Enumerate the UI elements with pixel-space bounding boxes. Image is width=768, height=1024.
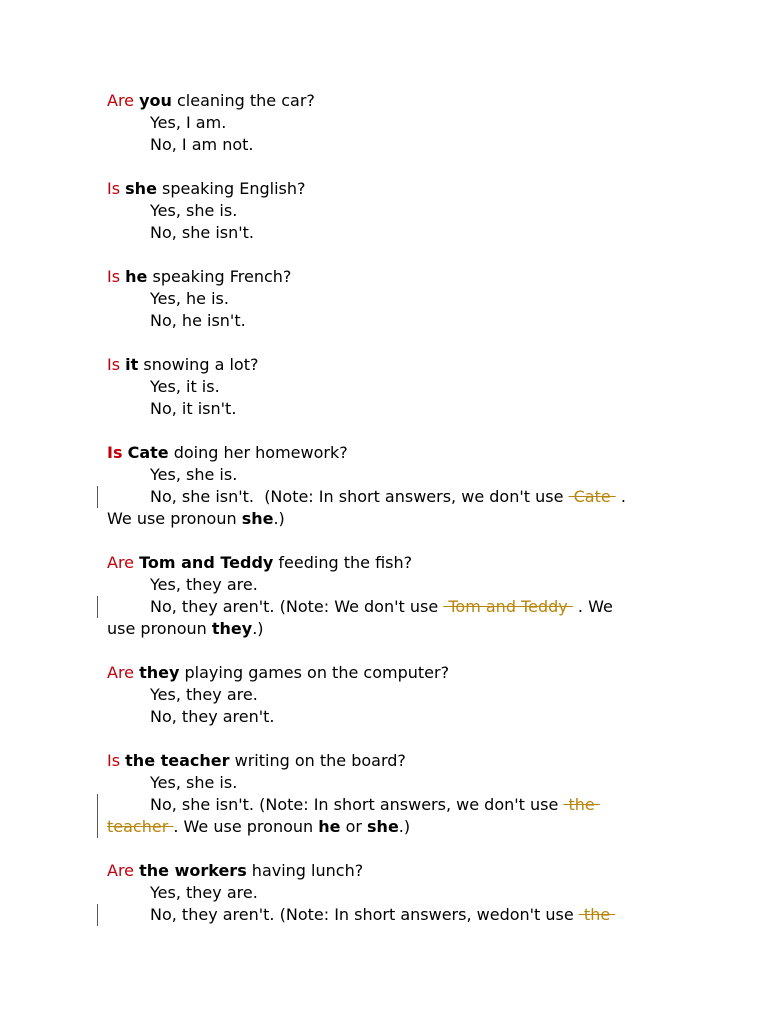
no-answer-text: No, they aren't. (Note: We don't use [150,597,444,616]
yes-answer: Yes, they are. [150,575,258,594]
no-answer: No, I am not. [150,135,254,154]
aux-verb: Is [107,355,121,374]
pronoun: he [318,817,341,836]
subject: they [139,663,180,682]
aux-verb: Is [107,751,121,770]
pronoun: she [367,817,399,836]
note-text: We use pronoun [107,509,242,528]
yes-answer: Yes, she is. [150,201,238,220]
question-rest: snowing a lot? [138,355,259,374]
question-rest: writing on the board? [229,751,406,770]
no-answer: No, they aren't. [150,707,275,726]
note-text: use pronoun [107,619,212,638]
question-rest: feeding the fish? [273,553,413,572]
no-answer [150,596,613,618]
note-end: .) [273,509,285,528]
subject: Tom and Teddy [139,553,274,572]
note-line [107,816,410,838]
pronoun: she [241,509,274,528]
question-rest: speaking English? [156,179,306,198]
question-rest: doing her homework? [168,443,348,462]
note-text: . We use pronoun [173,817,319,836]
question-line [107,266,291,288]
note-end: .) [252,619,264,638]
note-end: .) [398,817,411,836]
question-rest: having lunch? [246,861,364,880]
yes-answer: Yes, he is. [150,289,229,308]
no-answer: No, he isn't. [150,311,246,330]
no-answer: No, she isn't. [150,223,255,242]
note-or: or [340,817,368,836]
aux-verb: Are [107,663,135,682]
yes-answer: Yes, it is. [150,377,220,396]
question-line [107,442,348,464]
subject: she [125,179,157,198]
no-answer: No, it isn't. [150,399,237,418]
question-rest: cleaning the car? [171,91,315,110]
aux-verb: Are [107,91,135,110]
revision-bar [97,904,98,926]
subject: Cate [127,443,169,462]
question-line [107,552,412,574]
yes-answer: Yes, I am. [150,113,227,132]
question-line [107,860,363,882]
revision-bar [97,596,98,618]
question-rest: playing games on the computer? [179,663,450,682]
struck-noun: Cate [568,487,616,506]
question-rest: speaking French? [147,267,292,286]
yes-answer: Yes, she is. [150,773,238,792]
revision-bar [97,486,98,508]
note-continuation: . [620,487,626,506]
struck-noun: Tom and Teddy [443,597,573,616]
no-answer-text: No, she isn't. (Note: In short answers, we don't use [150,487,569,506]
revision-bar [97,794,98,838]
no-answer-text: No, they aren't. (Note: In short answers, wedon't use [150,905,579,924]
subject: it [125,355,139,374]
subject: the teacher [125,751,230,770]
question-line [107,750,406,772]
question-line [107,90,315,112]
note-line [107,508,285,530]
aux-verb: Are [107,553,135,572]
question-line [107,178,306,200]
yes-answer: Yes, they are. [150,883,258,902]
struck-noun: the [563,795,600,814]
question-line [107,354,258,376]
struck-noun: teacher [107,817,174,836]
no-answer [150,486,626,508]
subject: he [125,267,148,286]
aux-verb: Is [107,179,121,198]
note-continuation: . We [577,597,613,616]
question-line [107,662,449,684]
aux-verb: Is [107,443,123,462]
no-answer [150,904,615,926]
subject: you [139,91,172,110]
no-answer-text: No, she isn't. (Note: In short answers, we don't use [150,795,564,814]
aux-verb: Are [107,861,135,880]
subject: the workers [139,861,247,880]
struck-noun: the [578,905,616,924]
no-answer [150,794,600,816]
aux-verb: Is [107,267,121,286]
pronoun: they [211,619,253,638]
yes-answer: Yes, she is. [150,465,238,484]
note-line [107,618,264,640]
yes-answer: Yes, they are. [150,685,258,704]
